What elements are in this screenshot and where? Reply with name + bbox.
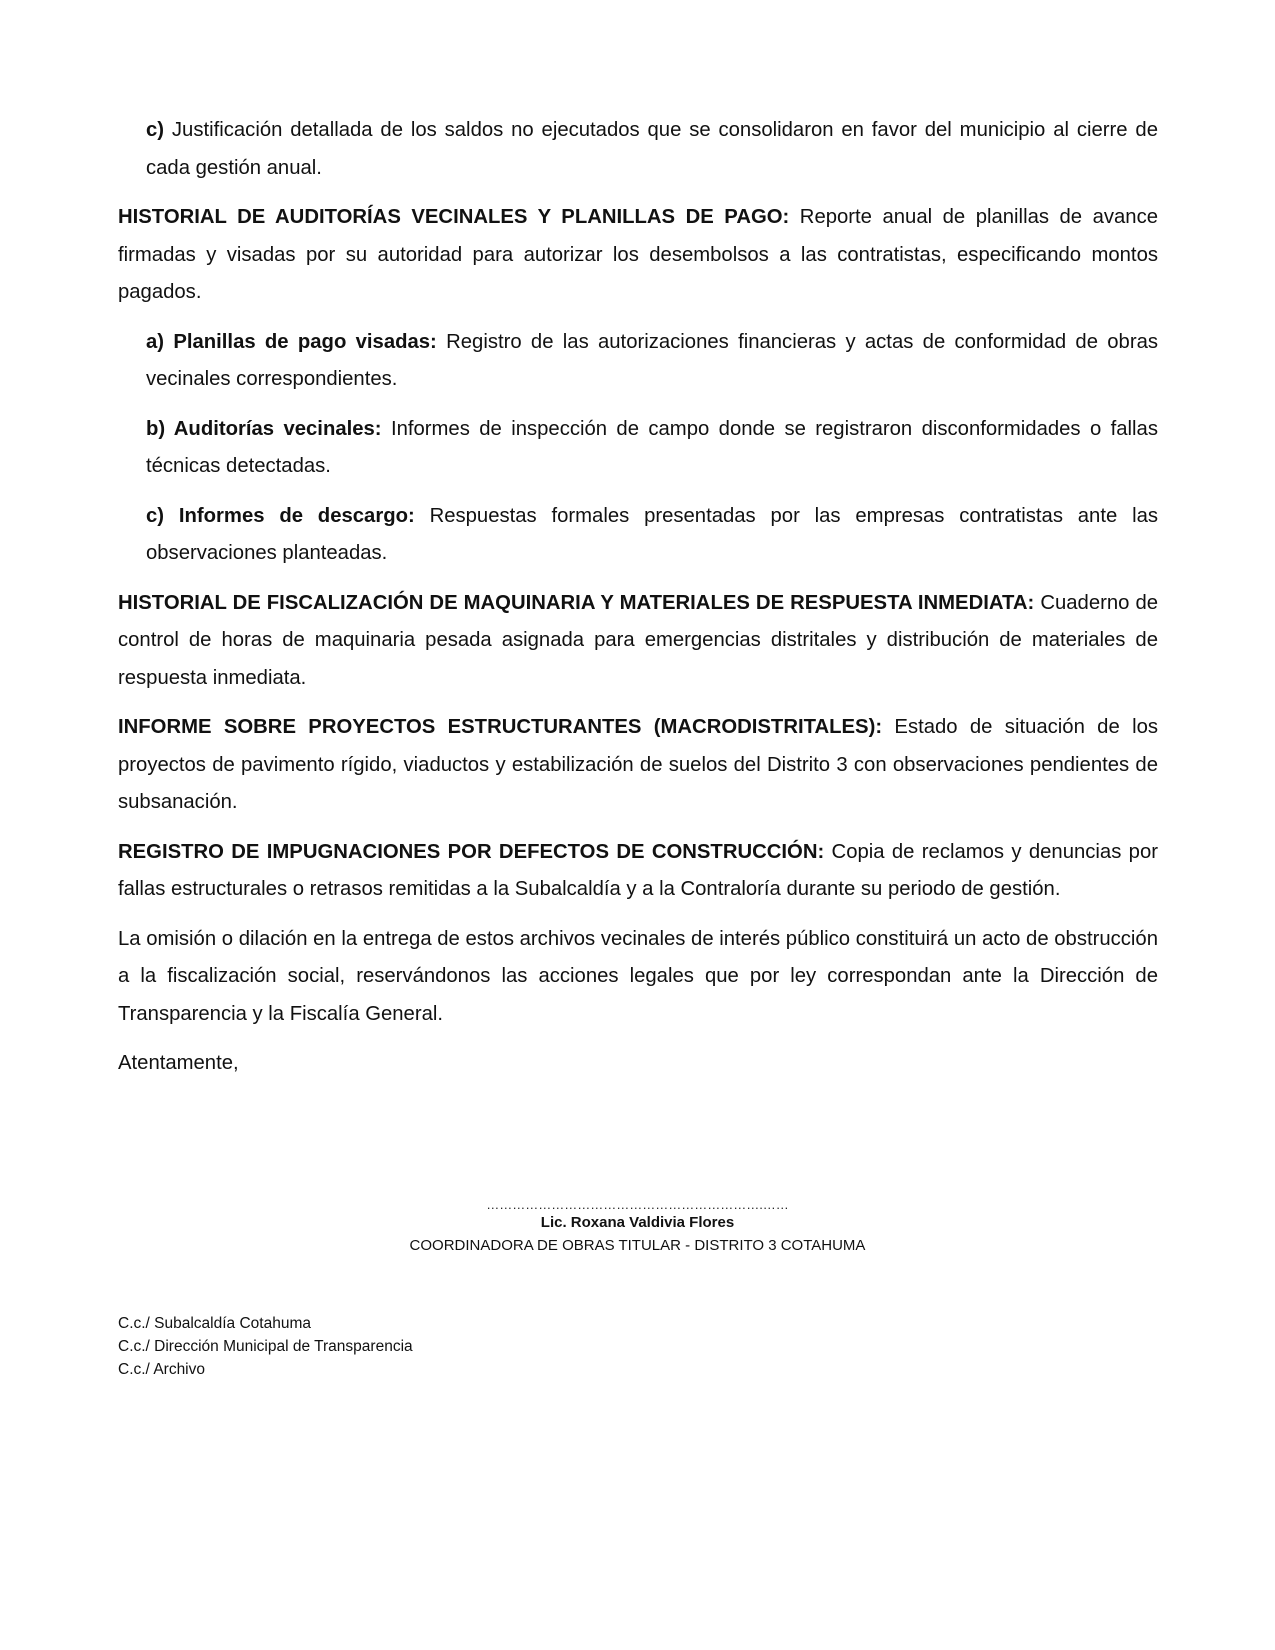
section-heading: INFORME SOBRE PROYECTOS ESTRUCTURANTES (MACRODISTRITALES): <box>118 716 883 738</box>
cc-item: C.c./ Dirección Municipal de Transparencia <box>118 1338 413 1355</box>
paragraph-lead: c) <box>146 119 165 141</box>
paragraph-text: Estado de situación de los proyectos de pavimento rígido, viaductos y estabilización de suelos del Distrito 3 con observaciones pendientes de subsanación. <box>118 716 1159 813</box>
signature-block <box>0 1199 1275 1257</box>
paragraph-informe-proyectos <box>118 709 1158 822</box>
cc-item: C.c./ Archivo <box>118 1361 205 1378</box>
salutation: Atentamente, <box>118 1052 239 1074</box>
cc-list <box>118 1312 413 1381</box>
paragraph-c-informes <box>146 498 1158 573</box>
cc-item: C.c./ Subalcaldía Cotahuma <box>118 1315 311 1332</box>
paragraph-lead: a) Planillas de pago visadas: <box>146 330 437 353</box>
paragraph-text: Cuaderno de control de horas de maquinaria pesada asignada para emergencias distritales y distribución de materiales de respuesta inmediata. <box>118 591 1159 689</box>
closing-paragraph: La omisión o dilación en la entrega de estos archivos vecinales de interés público constituirá un acto de obstrucción a la fiscalización social, reservándonos las acciones legales que por ley correspondan ante la Dirección de Transparencia y la Fiscalía General. <box>118 927 1158 1025</box>
section-heading: REGISTRO DE IMPUGNACIONES POR DEFECTOS DE CONSTRUCCIÓN: <box>118 840 825 863</box>
paragraph-lead: b) Auditorías vecinales: <box>146 417 382 440</box>
paragraph-c-justificacion <box>146 112 1158 187</box>
paragraph-historial-auditorias <box>118 199 1158 312</box>
paragraph-text: Copia de reclamos y denuncias por fallas estructurales o retrasos remitidas a la Subalcaldía y a la Contraloría durante su periodo de gestión. <box>118 840 1158 900</box>
section-heading: HISTORIAL DE AUDITORÍAS VECINALES Y PLANILLAS DE PAGO: <box>118 206 790 228</box>
paragraph-historial-maquinaria <box>118 585 1158 698</box>
paragraph-b-auditorias <box>146 411 1158 486</box>
signature-line: ……………………………………………………….…… <box>486 1197 789 1212</box>
paragraph-registro-impugnaciones <box>118 834 1158 909</box>
signatory-title: COORDINADORA DE OBRAS TITULAR - DISTRITO 3 COTAHUMA <box>409 1237 866 1254</box>
paragraph-text: Informes de inspección de campo donde se registraron disconformidades o fallas técnicas detectadas. <box>146 417 1158 477</box>
paragraph-lead: c) Informes de descargo: <box>146 504 415 527</box>
signatory-name: Lic. Roxana Valdivia Flores <box>540 1214 735 1231</box>
paragraph-text: Reporte anual de planillas de avance firmadas y visadas por su autoridad para autorizar los desembolsos a las contratistas, especificando montos pagados. <box>118 206 1158 303</box>
section-heading: HISTORIAL DE FISCALIZACIÓN DE MAQUINARIA Y MATERIALES DE RESPUESTA INMEDIATA: <box>118 591 1035 614</box>
paragraph-text: Respuestas formales presentadas por las empresas contratistas ante las observaciones planteadas. <box>146 504 1158 564</box>
paragraph-text: Justificación detallada de los saldos no ejecutados que se consolidaron en favor del municipio al cierre de cada gestión anual. <box>146 119 1158 179</box>
paragraph-a-planillas <box>146 324 1158 399</box>
document-body <box>118 112 1158 1095</box>
paragraph-text: Registro de las autorizaciones financieras y actas de conformidad de obras vecinales correspondientes. <box>146 330 1159 390</box>
